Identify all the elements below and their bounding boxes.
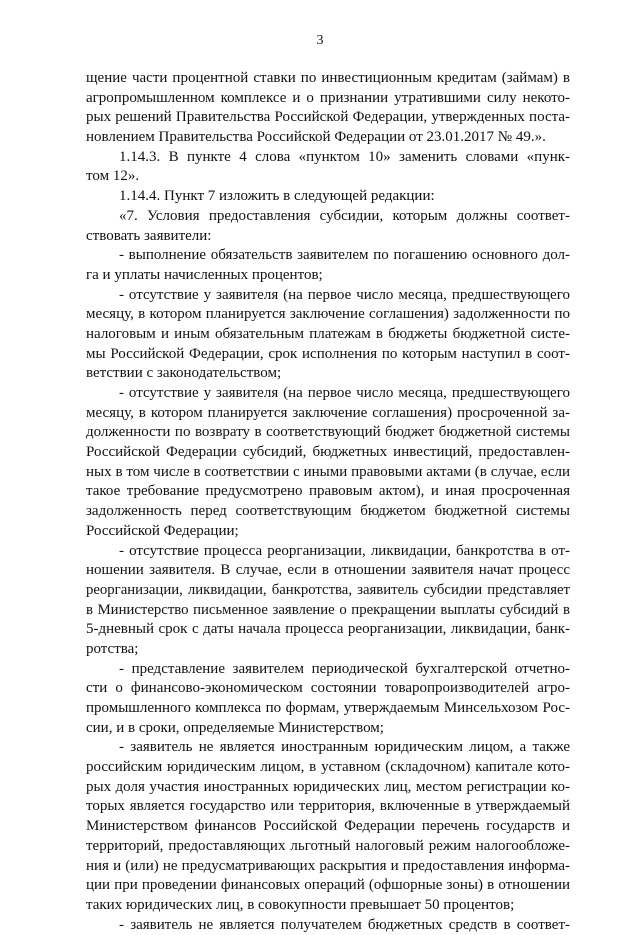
text-line: ных в том числе в соответствии с иными правовыми актами (в случае, если bbox=[86, 463, 570, 480]
text-line: реорганизации, ликвидации, банкротства, заявитель субсидии представляет bbox=[86, 581, 570, 598]
text-line: «7. Условия предоставления субсидии, которым должны соответ- bbox=[119, 207, 570, 224]
text-line: 1.14.3. В пункте 4 слова «пунктом 10» заменить словами «пунк- bbox=[119, 148, 570, 165]
text-line: - выполнение обязательств заявителем по погашению основного дол- bbox=[119, 247, 570, 264]
text-line: сти о финансово-экономическом состоянии товаропроизводителей агро- bbox=[86, 680, 570, 697]
text-line: - отсутствие у заявителя (на первое число месяца, предшествующего bbox=[119, 286, 570, 303]
text-line: таких юридических лиц, в совокупности превышает 50 процентов; bbox=[86, 896, 515, 913]
text-line: - отсутствие процесса реорганизации, ликвидации, банкротства в от- bbox=[119, 542, 570, 559]
text-line: - заявитель не является получателем бюджетных средств в соответ- bbox=[119, 916, 570, 933]
text-line: новлением Правительства Российской Федерации от 23.01.2017 № 49.». bbox=[86, 129, 546, 146]
text-line: в Министерство письменное заявление о прекращении выплаты субсидий в bbox=[86, 601, 570, 618]
text-line: 5-дневный срок с даты начала процесса реорганизации, ликвидации, банк- bbox=[86, 621, 570, 638]
text-line: рых решений Правительства Российской Федерации, утвержденных поста- bbox=[86, 109, 570, 126]
text-line: Российской Федерации; bbox=[86, 522, 239, 539]
text-line: - представление заявителем периодической бухгалтерской отчетно- bbox=[119, 660, 570, 677]
text-line: Министерством финансов Российской Федерации перечень государств и bbox=[86, 818, 570, 835]
text-line: агропромышленном комплексе и о признании утратившими силу некото- bbox=[86, 89, 570, 106]
text-line: российским юридическим лицом, в уставном (складочном) капитале кото- bbox=[86, 759, 570, 776]
text-line: месяцу, в котором планируется заключение соглашения) задолженности по bbox=[86, 306, 570, 323]
text-line: ветствии с законодательством; bbox=[86, 365, 282, 382]
text-line: - отсутствие у заявителя (на первое число месяца, предшествующего bbox=[119, 385, 570, 401]
text-line: ции при проведении финансовых операций (офшорные зоны) в отношении bbox=[86, 877, 570, 894]
text-line: га и уплаты начисленных процентов; bbox=[86, 266, 323, 283]
page-number: 3 bbox=[316, 33, 324, 48]
text-line: торых является государство или территория, включенные в утверждаемый bbox=[86, 798, 570, 815]
text-line: ствовать заявители: bbox=[86, 227, 212, 244]
text-line: - заявитель не является иностранным юридическим лицом, а также bbox=[119, 739, 570, 756]
text-line: территорий, предоставляющих льготный налоговый режим налогообложе- bbox=[86, 837, 570, 854]
text-line: 1.14.4. Пункт 7 изложить в следующей редакции: bbox=[119, 188, 435, 205]
text-line: том 12». bbox=[86, 168, 140, 185]
text-line: ротства; bbox=[86, 640, 139, 657]
text-line: сии, и в сроки, определяемые Министерством; bbox=[86, 719, 384, 736]
text-line: задолженность перед соответствующим бюджетом бюджетной системы bbox=[86, 503, 570, 520]
text-line: месяцу, в котором планируется заключение соглашения) просроченной за- bbox=[86, 404, 570, 421]
text-line: такое требование предусмотрено правовым актом), и иная просроченная bbox=[86, 483, 570, 500]
text-line: долженности по возврату в соответствующий бюджет бюджетной системы bbox=[86, 424, 570, 441]
text-line: промышленного комплекса по формам, утверждаемым Минсельхозом Рос- bbox=[86, 700, 570, 716]
text-line: Российской Федерации субсидий, бюджетных инвестиций, предоставлен- bbox=[86, 444, 570, 461]
document-body bbox=[86, 69, 570, 935]
text-line: налоговым и иным обязательным платежам в бюджеты бюджетной систе- bbox=[86, 325, 570, 342]
text-line: рых доля участия иностранных юридических лиц, местом регистрации ко- bbox=[86, 778, 570, 795]
text-line: щение части процентной ставки по инвестиционным кредитам (займам) в bbox=[86, 70, 570, 86]
text-line: ния и (или) не предусматривающих раскрытия и предоставления информа- bbox=[86, 857, 570, 874]
text-line: ношении заявителя. В случае, если в отношении заявителя начат процесс bbox=[86, 562, 570, 579]
text-line: мы Российской Федерации, срок исполнения по которым наступил в соот- bbox=[86, 345, 570, 362]
